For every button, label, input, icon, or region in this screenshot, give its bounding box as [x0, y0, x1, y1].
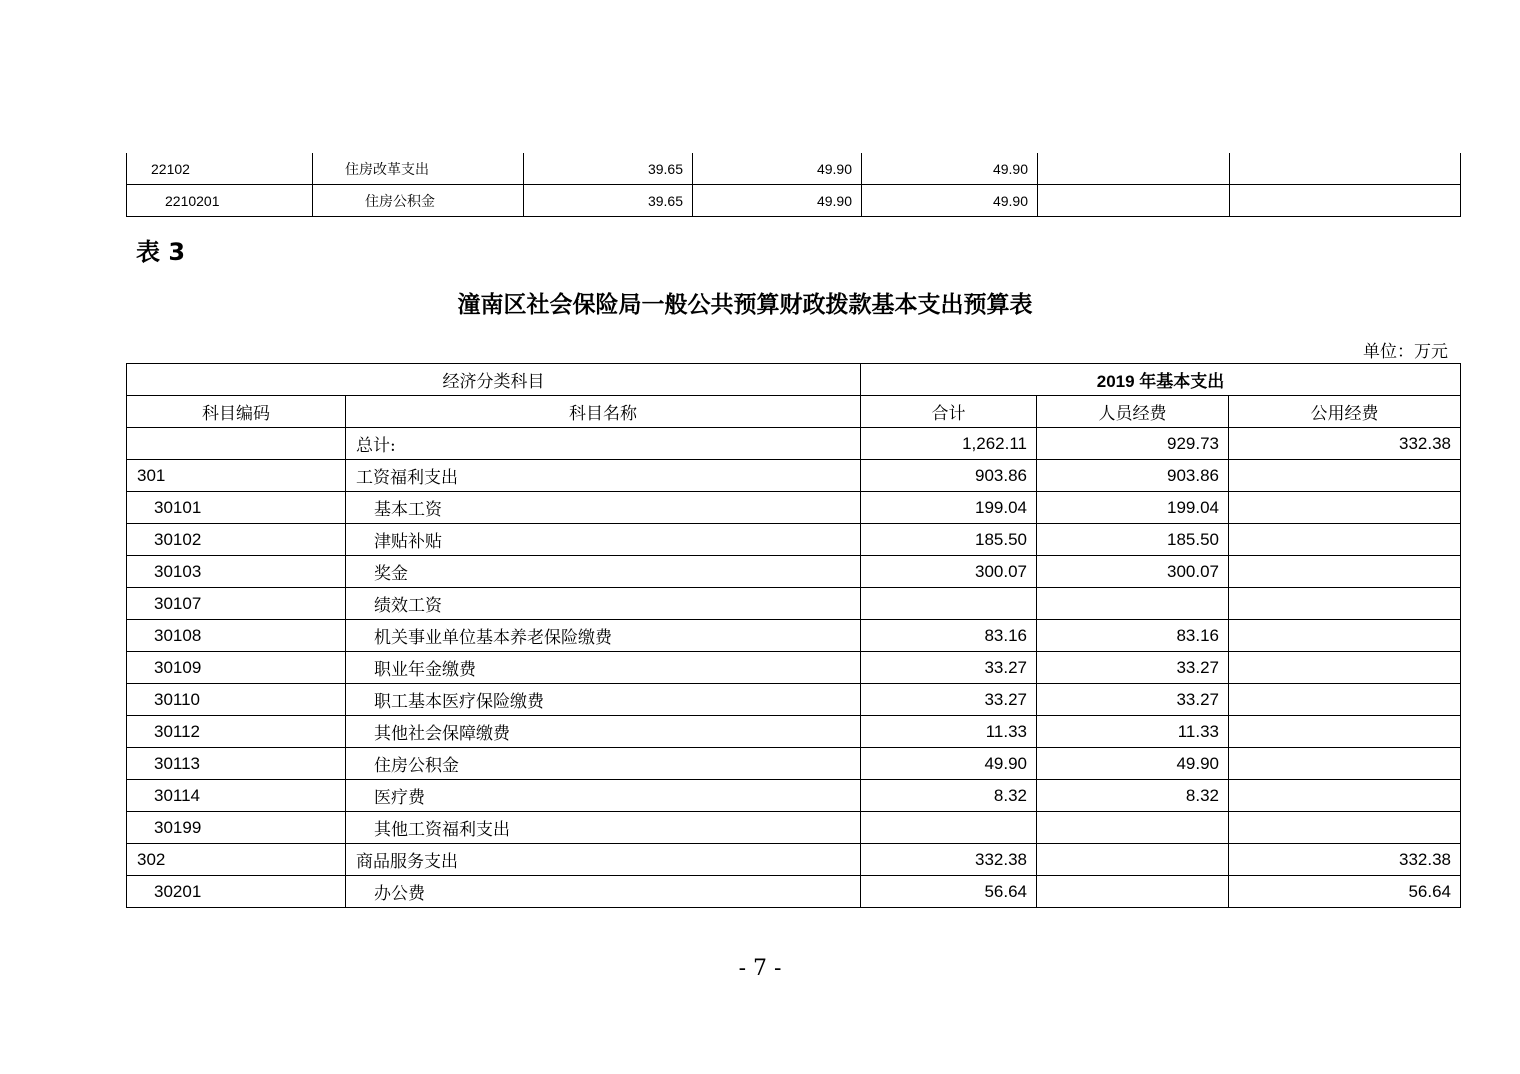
public-amount: 56.64	[1229, 876, 1461, 908]
table-row	[127, 556, 1461, 588]
total-amount: 49.90	[861, 748, 1037, 780]
subject-name: 工资福利支出	[346, 460, 861, 492]
subject-name: 其他社会保障缴费	[346, 716, 861, 748]
personnel-amount: 199.04	[1037, 492, 1229, 524]
table-row	[127, 588, 1461, 620]
subject-name: 奖金	[346, 556, 861, 588]
subject-name: 其他工资福利支出	[346, 812, 861, 844]
personnel-amount	[1037, 844, 1229, 876]
total-amount: 903.86	[861, 460, 1037, 492]
total-amount: 1,262.11	[861, 428, 1037, 460]
total-amount: 33.27	[861, 652, 1037, 684]
personnel-amount: 83.16	[1037, 620, 1229, 652]
amount-cell: 49.90	[693, 153, 862, 185]
table-row	[127, 492, 1461, 524]
table-row	[127, 185, 1461, 217]
economic-classification-header: 经济分类科目	[127, 364, 861, 396]
subject-name: 津贴补贴	[346, 524, 861, 556]
personnel-amount: 11.33	[1037, 716, 1229, 748]
subject-code: 30199	[127, 812, 346, 844]
amount-cell	[1038, 153, 1230, 185]
amount-cell	[1038, 185, 1230, 217]
total-amount: 11.33	[861, 716, 1037, 748]
table-row	[127, 876, 1461, 908]
public-amount	[1229, 620, 1461, 652]
table-label: 表 3	[136, 238, 186, 266]
table-row	[127, 684, 1461, 716]
public-amount	[1229, 556, 1461, 588]
subject-name: 职工基本医疗保险缴费	[346, 684, 861, 716]
amount-cell: 49.90	[693, 185, 862, 217]
subject-code: 302	[127, 844, 346, 876]
subject-name: 总计:	[346, 428, 861, 460]
total-amount: 300.07	[861, 556, 1037, 588]
public-amount	[1229, 716, 1461, 748]
public-amount: 332.38	[1229, 844, 1461, 876]
total-amount: 185.50	[861, 524, 1037, 556]
amount-cell: 39.65	[524, 185, 693, 217]
subject-code: 30113	[127, 748, 346, 780]
total-amount: 56.64	[861, 876, 1037, 908]
column-header-name: 科目名称	[346, 396, 861, 428]
subject-code: 30108	[127, 620, 346, 652]
table-row	[127, 716, 1461, 748]
page-number: - 7 -	[738, 956, 782, 981]
personnel-amount	[1037, 812, 1229, 844]
table-row	[127, 460, 1461, 492]
subject-code: 30201	[127, 876, 346, 908]
column-header-total: 合计	[861, 396, 1037, 428]
personnel-amount: 33.27	[1037, 652, 1229, 684]
subject-name: 住房公积金	[346, 748, 861, 780]
personnel-amount	[1037, 588, 1229, 620]
subject-code: 30102	[127, 524, 346, 556]
group-header-row	[127, 364, 1461, 396]
subject-name: 基本工资	[346, 492, 861, 524]
public-amount	[1229, 748, 1461, 780]
personnel-amount: 185.50	[1037, 524, 1229, 556]
personnel-amount: 33.27	[1037, 684, 1229, 716]
subject-code: 30114	[127, 780, 346, 812]
table-row	[127, 780, 1461, 812]
table-row	[127, 524, 1461, 556]
table-row	[127, 844, 1461, 876]
table-row	[127, 748, 1461, 780]
subject-code: 30103	[127, 556, 346, 588]
personnel-amount: 300.07	[1037, 556, 1229, 588]
subject-name: 住房公积金	[313, 185, 524, 217]
amount-cell	[1230, 153, 1461, 185]
subject-code: 2210201	[127, 185, 313, 217]
amount-cell: 39.65	[524, 153, 693, 185]
public-amount	[1229, 588, 1461, 620]
public-amount	[1229, 684, 1461, 716]
public-amount: 332.38	[1229, 428, 1461, 460]
subject-code: 30112	[127, 716, 346, 748]
subject-code: 30107	[127, 588, 346, 620]
table-row	[127, 620, 1461, 652]
total-amount	[861, 588, 1037, 620]
subject-code: 30101	[127, 492, 346, 524]
subject-name: 绩效工资	[346, 588, 861, 620]
column-header-code: 科目编码	[127, 396, 346, 428]
table-row	[127, 812, 1461, 844]
total-amount: 8.32	[861, 780, 1037, 812]
subject-code	[127, 428, 346, 460]
personnel-amount: 49.90	[1037, 748, 1229, 780]
public-amount	[1229, 524, 1461, 556]
budget-table	[126, 363, 1461, 908]
subject-name: 住房改革支出	[313, 153, 524, 185]
table-row	[127, 428, 1461, 460]
page-title: 潼南区社会保险局一般公共预算财政拨款基本支出预算表	[457, 292, 1033, 318]
subject-name: 商品服务支出	[346, 844, 861, 876]
total-amount: 83.16	[861, 620, 1037, 652]
basic-expenditure-header: 2019 年基本支出	[861, 364, 1461, 396]
subject-code: 301	[127, 460, 346, 492]
previous-table-continuation	[126, 153, 1461, 217]
public-amount	[1229, 460, 1461, 492]
amount-cell	[1230, 185, 1461, 217]
public-amount	[1229, 812, 1461, 844]
subject-name: 医疗费	[346, 780, 861, 812]
subject-name: 机关事业单位基本养老保险缴费	[346, 620, 861, 652]
unit-label: 单位：万元	[1363, 342, 1448, 362]
table-row	[127, 652, 1461, 684]
total-amount: 33.27	[861, 684, 1037, 716]
subject-code: 30110	[127, 684, 346, 716]
total-amount: 332.38	[861, 844, 1037, 876]
total-amount: 199.04	[861, 492, 1037, 524]
personnel-amount: 903.86	[1037, 460, 1229, 492]
personnel-amount: 8.32	[1037, 780, 1229, 812]
table-row	[127, 153, 1461, 185]
column-header-row	[127, 396, 1461, 428]
public-amount	[1229, 652, 1461, 684]
subject-code: 22102	[127, 153, 313, 185]
subject-name: 办公费	[346, 876, 861, 908]
personnel-amount	[1037, 876, 1229, 908]
column-header-public: 公用经费	[1229, 396, 1461, 428]
public-amount	[1229, 492, 1461, 524]
amount-cell: 49.90	[862, 153, 1038, 185]
total-amount	[861, 812, 1037, 844]
column-header-personnel: 人员经费	[1037, 396, 1229, 428]
amount-cell: 49.90	[862, 185, 1038, 217]
public-amount	[1229, 780, 1461, 812]
subject-code: 30109	[127, 652, 346, 684]
personnel-amount: 929.73	[1037, 428, 1229, 460]
subject-name: 职业年金缴费	[346, 652, 861, 684]
